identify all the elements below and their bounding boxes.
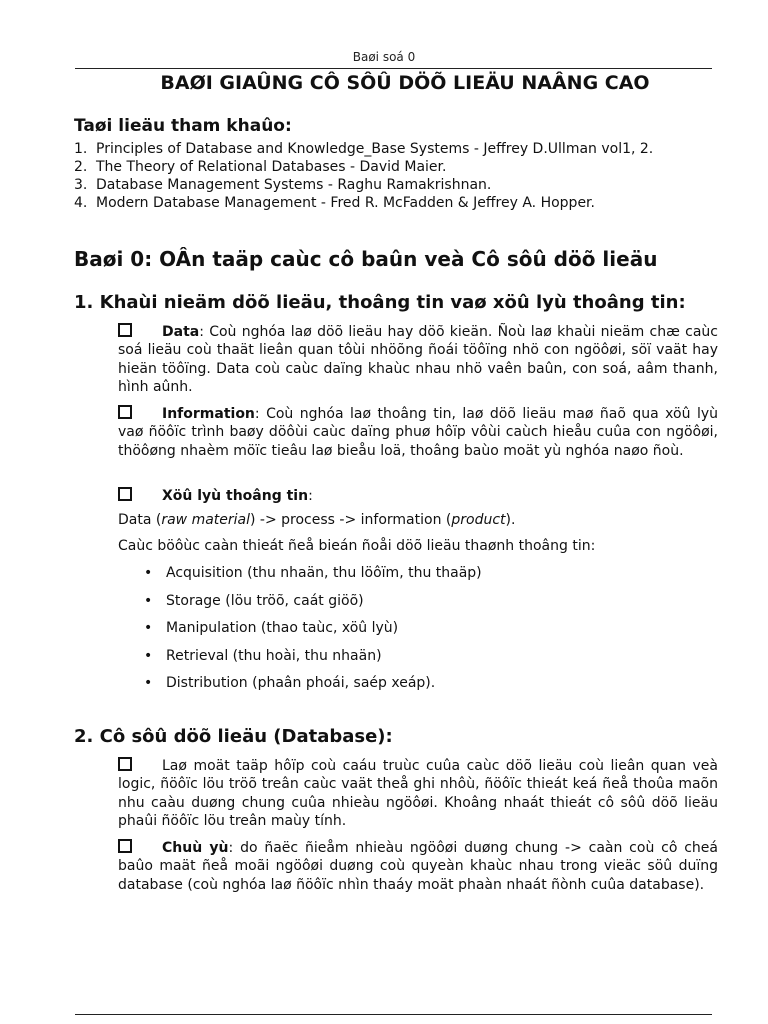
page-header: Baøi soá 0 xyxy=(352,50,416,64)
checkbox-bullet-icon xyxy=(118,839,132,853)
reference-item: 2. The Theory of Relational Databases - David Maier. xyxy=(74,159,447,175)
chapter-title: Baøi 0: OÂn taäp caùc cô baûn veà Cô sôû döõ lieäu xyxy=(74,247,658,271)
checkbox-bullet-icon xyxy=(118,323,132,337)
document-title: BAØI GIAÛNG CÔ SÔÛ DÖÕ LIEÄU NAÂNG CAO xyxy=(160,72,650,94)
reference-item: 4. Modern Database Management - Fred R. McFadden & Jeffrey A. Hopper. xyxy=(74,195,595,211)
processing-heading: Xöû lyù thoâng tin: xyxy=(118,486,718,505)
list-item: • Distribution (phaân phoái, saép xeáp). xyxy=(140,675,482,703)
database-definition-paragraph: Laø moät taäp hôïp coù caáu truùc cuûa caùc döõ lieäu coù lieân quan veà logic, ñöôïc löu tröõ treân caùc vaät theå ghi nhôù, ñöôïc thieát keá ñeå thoûa maõn nhu caàu duøng chung cuûa nhieàu ngöôøi. Khoâng nhaát thieát cô sôû döõ lieäu phaûi ñöôïc löu treân maùy tính. xyxy=(118,758,718,829)
steps-intro: Caùc böôùc caàn thieát ñeå bieán ñoåi döõ lieäu thaønh thoâng tin: xyxy=(118,538,596,554)
data-term: Data xyxy=(162,324,200,340)
reference-item: 3. Database Management Systems - Raghu Ramakrishnan. xyxy=(74,177,492,193)
list-item: • Manipulation (thao taùc, xöû lyù) xyxy=(140,620,482,648)
list-item: • Storage (löu tröõ, caát giöõ) xyxy=(140,593,482,621)
reference-item: 1. Principles of Database and Knowledge_Base Systems - Jeffrey D.Ullman vol1, 2. xyxy=(74,141,654,157)
data-paragraph: Data: Coù nghóa laø döõ lieäu hay döõ kieän. Ñoù laø khaùi nieäm chæ caùc soá lieäu coù thaät lieân quan tôùi nhöõng ñoái töôïng nhö con ngöôøi, söï vaät hay hieän töôïng. Data coù caùc daïng khaùc nhau nhö vaên baûn, con soá, aâm thanh, hình aûnh. xyxy=(118,324,718,395)
section-1-title: 1. Khaùi nieäm döõ lieäu, thoâng tin vaø xöû lyù thoâng tin: xyxy=(74,292,686,313)
checkbox-bullet-icon xyxy=(118,757,132,771)
footer-divider xyxy=(75,1014,712,1015)
processing-term: Xöû lyù thoâng tin xyxy=(162,488,309,504)
section-2-title: 2. Cô sôû döõ lieäu (Database): xyxy=(74,726,393,747)
note-term: Chuù yù xyxy=(162,840,229,856)
checkbox-bullet-icon xyxy=(118,487,132,501)
header-divider xyxy=(75,68,712,69)
list-item: • Retrieval (thu hoài, thu nhaän) xyxy=(140,648,482,676)
note-paragraph: Chuù yù: do ñaëc ñieåm nhieàu ngöôøi duøng chung -> caàn coù cô cheá baûo maät ñeå moãi ngöôøi duøng coù quyeàn khaùc nhau trong vieäc söû duïng database (coù nghóa laø ñöôïc nhìn thaáy moät phaàn nhaát ñònh cuûa database). xyxy=(118,840,718,893)
references-list xyxy=(74,140,653,212)
steps-list xyxy=(140,565,482,703)
list-item: • Acquisition (thu nhaän, thu löôïm, thu thaäp) xyxy=(140,565,482,593)
information-paragraph: Information: Coù nghóa laø thoâng tin, laø döõ lieäu maø ñaõ qua xöû lyù vaø ñöôïc trình baøy döôùi caùc daïng phuø hôïp vôùi caùch hieåu cuûa con ngöôøi, thöôøng nhaèm möïc tieâu laø bieåu loä, thoâng baùo moät yù nghóa naøo ñoù. xyxy=(118,406,718,459)
processing-flow: Data (raw material) -> process -> information (product). xyxy=(118,512,516,528)
information-term: Information xyxy=(162,406,255,422)
checkbox-bullet-icon xyxy=(118,405,132,419)
references-heading: Taøi lieäu tham khaûo: xyxy=(74,116,292,136)
